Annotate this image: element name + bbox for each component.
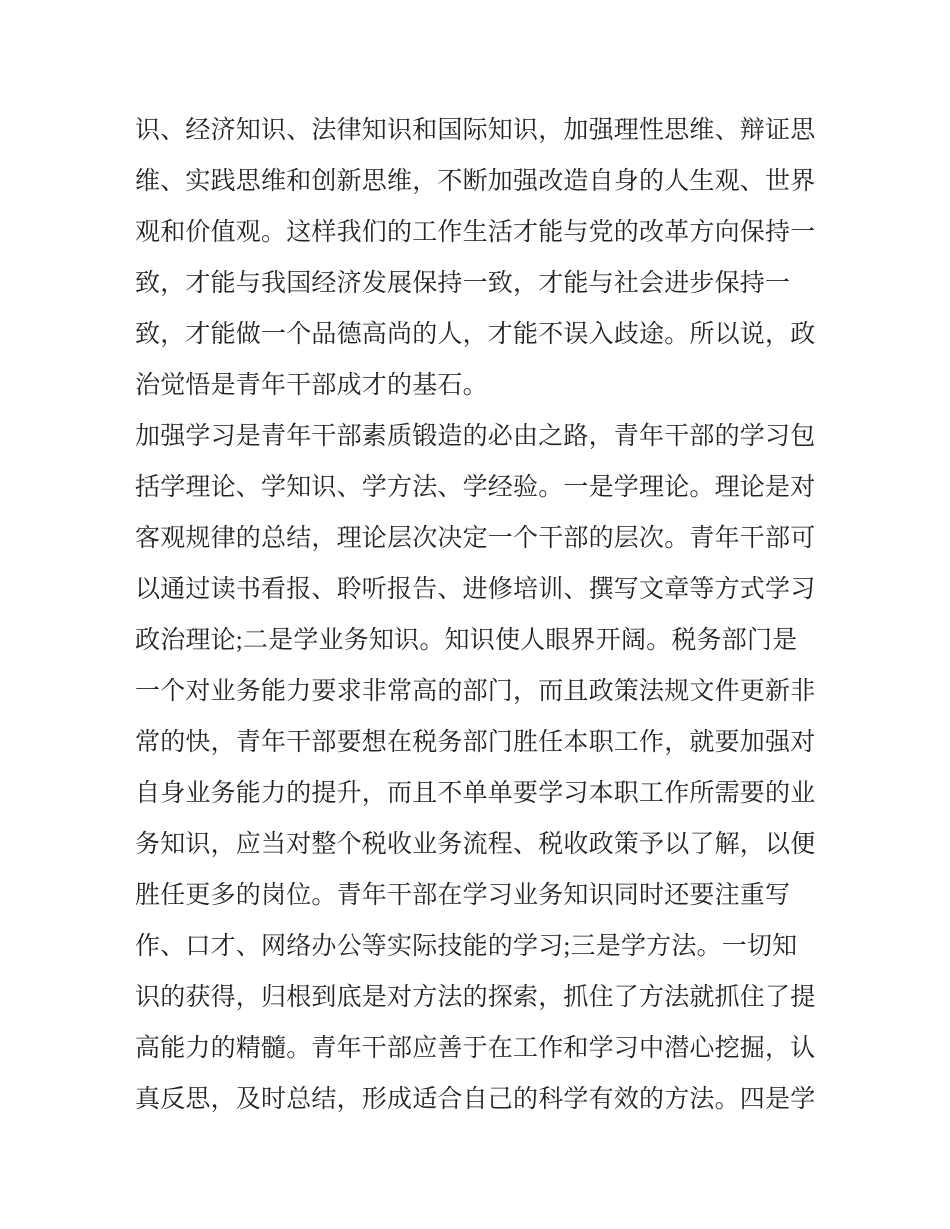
paragraph-1 <box>135 105 817 411</box>
text-line: 作、口才、网络办公等实际技能的学习;三是学方法。一切知 <box>135 933 798 960</box>
document-text-block <box>135 105 817 1125</box>
text-line: 括学理论、学知识、学方法、学经验。一是学理论。理论是对 <box>135 474 816 501</box>
text-line: 常的快，青年干部要想在税务部门胜任本职工作，就要加强对 <box>135 729 816 756</box>
text-line: 高能力的精髓。青年干部应善于在工作和学习中潜心挖掘，认 <box>135 1035 816 1062</box>
text-line: 自身业务能力的提升，而且不单单要学习本职工作所需要的业 <box>135 780 816 807</box>
text-line: 政治理论;二是学业务知识。知识使人眼界开阔。税务部门是 <box>135 627 798 654</box>
text-line: 致，才能做一个品德高尚的人，才能不误入歧途。所以说，政 <box>135 321 816 348</box>
text-line: 真反思，及时总结，形成适合自己的科学有效的方法。四是学 <box>135 1086 816 1113</box>
text-line: 识、经济知识、法律知识和国际知识，加强理性思维、辩证思 <box>135 117 816 144</box>
text-line: 以通过读书看报、聆听报告、进修培训、撰写文章等方式学习 <box>135 576 816 603</box>
text-line: 加强学习是青年干部素质锻造的必由之路，青年干部的学习包 <box>135 423 816 450</box>
text-line: 一个对业务能力要求非常高的部门，而且政策法规文件更新非 <box>135 678 816 705</box>
text-line: 维、实践思维和创新思维，不断加强改造自身的人生观、世界 <box>135 168 816 195</box>
text-line: 致，才能与我国经济发展保持一致，才能与社会进步保持一 <box>135 270 791 297</box>
text-line: 客观规律的总结，理论层次决定一个干部的层次。青年干部可 <box>135 525 816 552</box>
text-line: 治觉悟是青年干部成才的基石。 <box>135 372 488 399</box>
text-line: 胜任更多的岗位。青年干部在学习业务知识同时还要注重写 <box>135 882 791 909</box>
text-line: 务知识，应当对整个税收业务流程、税收政策予以了解，以便 <box>135 831 816 858</box>
text-line: 识的获得，归根到底是对方法的探索，抓住了方法就抓住了提 <box>135 984 816 1011</box>
text-line: 观和价值观。这样我们的工作生活才能与党的改革方向保持一 <box>135 219 816 246</box>
paragraph-2 <box>135 411 817 1125</box>
